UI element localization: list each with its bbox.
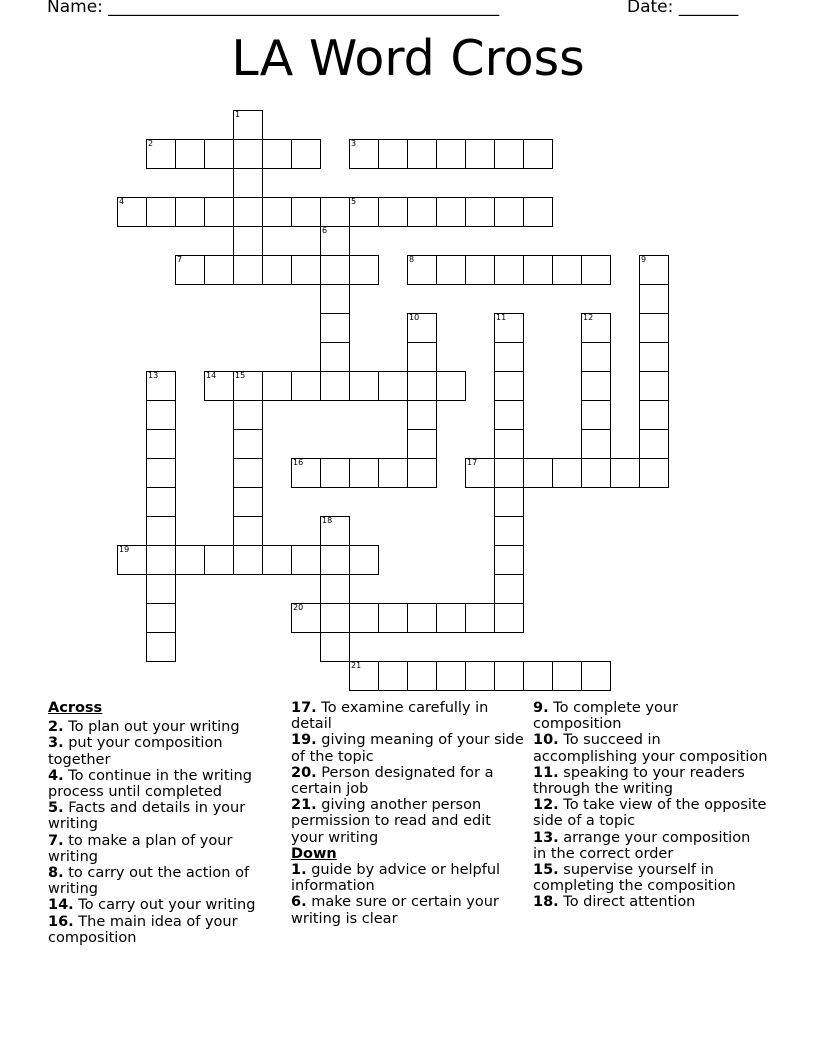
cell-number: 8 bbox=[409, 255, 415, 264]
grid-cell[interactable] bbox=[146, 516, 176, 546]
grid-cell[interactable] bbox=[146, 603, 176, 633]
clue-down-10: 10. To succeed in accomplishing your composition bbox=[533, 732, 768, 765]
grid-cell[interactable] bbox=[494, 661, 524, 691]
grid-cell[interactable] bbox=[233, 226, 263, 256]
cell-number: 19 bbox=[119, 545, 130, 554]
grid-cell[interactable] bbox=[320, 458, 350, 488]
grid-cell[interactable] bbox=[407, 458, 437, 488]
grid-cell[interactable] bbox=[407, 197, 437, 227]
grid-cell[interactable] bbox=[204, 139, 234, 169]
grid-cell[interactable] bbox=[407, 342, 437, 372]
grid-cell[interactable] bbox=[233, 110, 263, 140]
grid-cell[interactable] bbox=[291, 458, 321, 488]
grid-cell[interactable] bbox=[436, 139, 466, 169]
grid-cell[interactable] bbox=[639, 400, 669, 430]
grid-cell[interactable] bbox=[465, 603, 495, 633]
grid-cell[interactable] bbox=[349, 255, 379, 285]
grid-cell[interactable] bbox=[494, 429, 524, 459]
cell-number: 1 bbox=[235, 110, 241, 119]
grid-cell[interactable] bbox=[407, 400, 437, 430]
across-heading: Across bbox=[48, 700, 103, 716]
grid-cell[interactable] bbox=[407, 429, 437, 459]
grid-cell[interactable] bbox=[291, 139, 321, 169]
clue-across-8: 8. to carry out the action of writing bbox=[48, 865, 250, 898]
grid-cell[interactable] bbox=[320, 255, 350, 285]
grid-cell[interactable] bbox=[494, 255, 524, 285]
grid-cell[interactable] bbox=[349, 139, 379, 169]
grid-cell[interactable] bbox=[233, 255, 263, 285]
grid-cell[interactable] bbox=[436, 371, 466, 401]
grid-cell[interactable] bbox=[204, 371, 234, 401]
grid-cell[interactable] bbox=[610, 458, 640, 488]
grid-cell[interactable] bbox=[581, 429, 611, 459]
clue-down-13: 13. arrange your composition in the correct order bbox=[533, 829, 751, 862]
cell-number: 10 bbox=[409, 313, 420, 322]
grid-cell[interactable] bbox=[146, 458, 176, 488]
grid-cell[interactable] bbox=[407, 661, 437, 691]
grid-cell[interactable] bbox=[291, 603, 321, 633]
grid-cell[interactable] bbox=[262, 545, 292, 575]
grid-cell[interactable] bbox=[320, 284, 350, 314]
grid-cell[interactable] bbox=[581, 458, 611, 488]
grid-cell[interactable] bbox=[262, 371, 292, 401]
grid-cell[interactable] bbox=[233, 371, 263, 401]
grid-cell[interactable] bbox=[494, 603, 524, 633]
grid-cell[interactable] bbox=[407, 371, 437, 401]
clue-across-19: 19. giving meaning of your side of the topic bbox=[291, 732, 524, 765]
grid-cell[interactable] bbox=[233, 197, 263, 227]
grid-cell[interactable] bbox=[233, 139, 263, 169]
clue-down-1: 1. guide by advice or helpful information bbox=[291, 862, 501, 895]
clue-across-7: 7. to make a plan of your writing bbox=[48, 832, 233, 865]
clue-across-17: 17. To examine carefully in detail bbox=[291, 700, 489, 733]
grid-cell[interactable] bbox=[639, 371, 669, 401]
grid-cell[interactable] bbox=[552, 661, 582, 691]
grid-cell[interactable] bbox=[204, 545, 234, 575]
grid-cell[interactable] bbox=[523, 255, 553, 285]
grid-cell[interactable] bbox=[407, 313, 437, 343]
grid-cell[interactable] bbox=[494, 371, 524, 401]
grid-cell[interactable] bbox=[320, 371, 350, 401]
date-field-label: Date: _______ bbox=[627, 0, 739, 17]
grid-cell[interactable] bbox=[262, 197, 292, 227]
clue-across-14: 14. To carry out your writing bbox=[48, 897, 256, 914]
grid-cell[interactable] bbox=[581, 313, 611, 343]
down-heading: Down bbox=[291, 845, 337, 862]
grid-cell[interactable] bbox=[233, 487, 263, 517]
grid-cell[interactable] bbox=[146, 197, 176, 227]
grid-cell[interactable] bbox=[175, 197, 205, 227]
clue-down-6: 6. make sure or certain your writing is clear bbox=[291, 894, 499, 927]
grid-cell[interactable] bbox=[523, 458, 553, 488]
grid-cell[interactable] bbox=[378, 197, 408, 227]
grid-cell[interactable] bbox=[436, 603, 466, 633]
grid-cell[interactable] bbox=[494, 313, 524, 343]
grid-cell[interactable] bbox=[523, 197, 553, 227]
cell-number: 13 bbox=[148, 371, 159, 380]
grid-cell[interactable] bbox=[465, 139, 495, 169]
grid-cell[interactable] bbox=[494, 197, 524, 227]
cell-number: 7 bbox=[177, 255, 183, 264]
clues-column-3 bbox=[533, 700, 768, 911]
page-title: LA Word Cross bbox=[231, 30, 585, 87]
grid-cell[interactable] bbox=[320, 545, 350, 575]
clue-down-18: 18. To direct attention bbox=[533, 894, 696, 911]
cell-number: 11 bbox=[496, 313, 507, 322]
grid-cell[interactable] bbox=[407, 603, 437, 633]
grid-cell[interactable] bbox=[320, 197, 350, 227]
grid-cell[interactable] bbox=[320, 603, 350, 633]
grid-cell[interactable] bbox=[320, 313, 350, 343]
grid-cell[interactable] bbox=[494, 139, 524, 169]
cell-number: 2 bbox=[148, 139, 154, 148]
cell-number: 12 bbox=[583, 313, 594, 322]
grid-cell[interactable] bbox=[494, 487, 524, 517]
grid-cell[interactable] bbox=[233, 168, 263, 198]
cell-number: 6 bbox=[322, 226, 328, 235]
cell-number: 21 bbox=[351, 661, 362, 670]
grid-cell[interactable] bbox=[378, 603, 408, 633]
cell-number: 15 bbox=[235, 371, 246, 380]
cell-number: 14 bbox=[206, 371, 217, 380]
grid-cell[interactable] bbox=[639, 255, 669, 285]
grid-cell[interactable] bbox=[117, 197, 147, 227]
clue-down-11: 11. speaking to your readers through the writing bbox=[533, 764, 745, 798]
grid-cell[interactable] bbox=[378, 458, 408, 488]
clue-down-15: 15. supervise yourself in completing the composition bbox=[533, 862, 736, 895]
grid-cell[interactable] bbox=[523, 139, 553, 169]
clue-across-20: 20. Person designated for a certain job bbox=[291, 764, 494, 798]
grid-cell[interactable] bbox=[146, 487, 176, 517]
grid-cell[interactable] bbox=[639, 284, 669, 314]
grid-cell[interactable] bbox=[320, 226, 350, 256]
grid-cell[interactable] bbox=[117, 545, 147, 575]
grid-cell[interactable] bbox=[581, 371, 611, 401]
cell-number: 16 bbox=[293, 458, 304, 467]
clue-across-3: 3. put your composition together bbox=[48, 735, 223, 768]
grid-cell[interactable] bbox=[465, 255, 495, 285]
clue-across-2: 2. To plan out your writing bbox=[48, 719, 240, 736]
grid-cell[interactable] bbox=[639, 458, 669, 488]
clue-across-21: 21. giving another person permission to read and edit your writing bbox=[291, 797, 491, 846]
grid-cell[interactable] bbox=[465, 197, 495, 227]
grid-cell[interactable] bbox=[146, 545, 176, 575]
grid-cell[interactable] bbox=[494, 545, 524, 575]
grid-cell[interactable] bbox=[291, 371, 321, 401]
grid-cell[interactable] bbox=[494, 574, 524, 604]
grid-cell[interactable] bbox=[436, 197, 466, 227]
grid-cell[interactable] bbox=[320, 516, 350, 546]
grid-cell[interactable] bbox=[233, 458, 263, 488]
grid-cell[interactable] bbox=[407, 255, 437, 285]
grid-cell[interactable] bbox=[639, 342, 669, 372]
grid-cell[interactable] bbox=[349, 603, 379, 633]
grid-cell[interactable] bbox=[233, 400, 263, 430]
grid-cell[interactable] bbox=[146, 400, 176, 430]
grid-cell[interactable] bbox=[175, 545, 205, 575]
clue-across-5: 5. Facts and details in your writing bbox=[48, 800, 246, 833]
grid-cell[interactable] bbox=[320, 342, 350, 372]
grid-cell[interactable] bbox=[233, 429, 263, 459]
grid-cell[interactable] bbox=[146, 139, 176, 169]
grid-cell[interactable] bbox=[146, 429, 176, 459]
clues-column-1 bbox=[48, 700, 283, 946]
grid-cell[interactable] bbox=[204, 255, 234, 285]
grid-cell[interactable] bbox=[552, 255, 582, 285]
grid-cell[interactable] bbox=[146, 632, 176, 662]
grid-cell[interactable] bbox=[494, 400, 524, 430]
grid-cell[interactable] bbox=[581, 255, 611, 285]
grid-cell[interactable] bbox=[233, 516, 263, 546]
cell-number: 3 bbox=[351, 139, 357, 148]
grid-cell[interactable] bbox=[523, 661, 553, 691]
cell-number: 9 bbox=[641, 255, 647, 264]
clue-across-4: 4. To continue in the writing process until completed bbox=[48, 767, 252, 801]
grid-cell[interactable] bbox=[204, 197, 234, 227]
name-field-label: Name: ______________________________________________ bbox=[47, 0, 500, 17]
grid-cell[interactable] bbox=[146, 371, 176, 401]
grid-cell[interactable] bbox=[494, 342, 524, 372]
grid-cell[interactable] bbox=[175, 255, 205, 285]
clues-column-2 bbox=[291, 700, 526, 927]
grid-cell[interactable] bbox=[581, 342, 611, 372]
grid-cell[interactable] bbox=[349, 458, 379, 488]
grid-cell[interactable] bbox=[581, 400, 611, 430]
grid-cell[interactable] bbox=[291, 255, 321, 285]
grid-cell[interactable] bbox=[262, 255, 292, 285]
grid-cell[interactable] bbox=[233, 545, 263, 575]
grid-cell[interactable] bbox=[262, 139, 292, 169]
cell-number: 20 bbox=[293, 603, 304, 612]
grid-cell[interactable] bbox=[378, 661, 408, 691]
grid-cell[interactable] bbox=[407, 139, 437, 169]
cell-number: 18 bbox=[322, 516, 333, 525]
clue-down-9: 9. To complete your composition bbox=[533, 700, 679, 733]
grid-cell[interactable] bbox=[436, 661, 466, 691]
grid-cell[interactable] bbox=[378, 139, 408, 169]
grid-cell[interactable] bbox=[320, 632, 350, 662]
grid-cell[interactable] bbox=[146, 574, 176, 604]
grid-cell[interactable] bbox=[320, 574, 350, 604]
grid-cell[interactable] bbox=[581, 661, 611, 691]
grid-cell[interactable] bbox=[349, 371, 379, 401]
cell-number: 5 bbox=[351, 197, 357, 206]
grid-cell[interactable] bbox=[465, 458, 495, 488]
grid-cell[interactable] bbox=[291, 197, 321, 227]
cell-number: 17 bbox=[467, 458, 478, 467]
grid-cell[interactable] bbox=[291, 545, 321, 575]
grid-cell[interactable] bbox=[639, 313, 669, 343]
grid-cell[interactable] bbox=[494, 458, 524, 488]
cell-number: 4 bbox=[119, 197, 125, 206]
clue-across-16: 16. The main idea of your composition bbox=[48, 913, 238, 946]
grid-cell[interactable] bbox=[378, 371, 408, 401]
clue-down-12: 12. To take view of the opposite side of a topic bbox=[533, 797, 767, 830]
grid-cell[interactable] bbox=[552, 458, 582, 488]
grid-cell[interactable] bbox=[436, 255, 466, 285]
grid-cell[interactable] bbox=[465, 661, 495, 691]
grid-cell[interactable] bbox=[349, 661, 379, 691]
grid-cell[interactable] bbox=[349, 197, 379, 227]
grid-cell[interactable] bbox=[639, 429, 669, 459]
grid-cell[interactable] bbox=[175, 139, 205, 169]
grid-cell[interactable] bbox=[494, 516, 524, 546]
grid-cell[interactable] bbox=[349, 545, 379, 575]
